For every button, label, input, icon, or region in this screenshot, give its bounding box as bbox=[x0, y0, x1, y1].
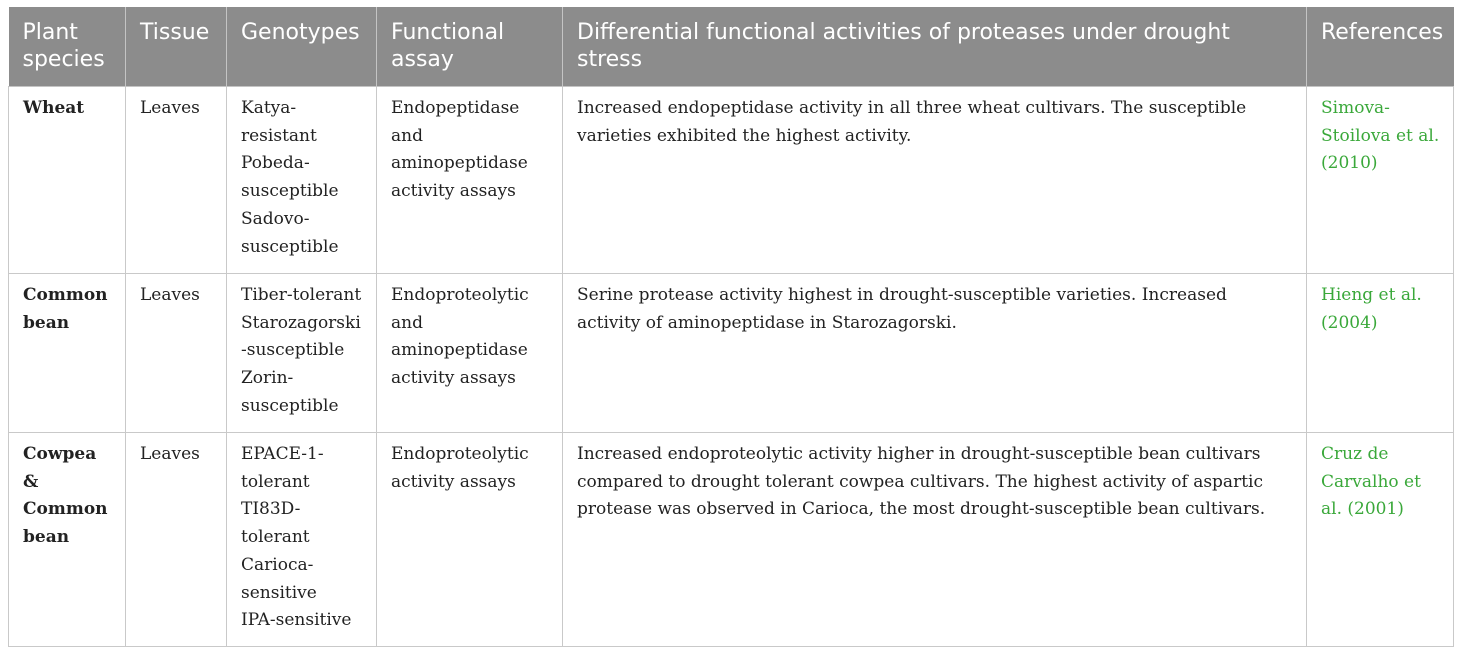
species-cell: Common bean bbox=[9, 274, 126, 433]
header-tissue: Tissue bbox=[126, 7, 227, 87]
activity-cell: Serine protease activity highest in drought-susceptible varieties. Increased activity of aminopeptidase in Starozagorski. bbox=[563, 274, 1307, 433]
genotypes-cell bbox=[227, 87, 377, 274]
activity-cell: Increased endopeptidase activity in all three wheat cultivars. The susceptible varieties exhibited the highest activity. bbox=[563, 87, 1307, 274]
genotypes-cell bbox=[227, 433, 377, 647]
genotype-item: Katya-resistant bbox=[241, 98, 317, 146]
genotype-item: Tiber-tolerant bbox=[241, 285, 362, 305]
header-plant-species: Plant species bbox=[9, 7, 126, 87]
genotype-item: Starozagorski-susceptible bbox=[241, 312, 361, 361]
genotype-item: EPACE-1-tolerant bbox=[241, 444, 324, 492]
table-row bbox=[9, 274, 1454, 433]
reference-link[interactable]: Cruz de Carvalho et al. (2001) bbox=[1307, 433, 1454, 647]
tissue-cell: Leaves bbox=[126, 87, 227, 274]
species-cell: Cowpea & Common bean bbox=[9, 433, 126, 647]
header-differential-activities: Differential functional activities of proteases under drought stress bbox=[563, 7, 1307, 87]
tissue-cell: Leaves bbox=[126, 274, 227, 433]
genotype-item: Carioca-sensitive bbox=[241, 554, 317, 603]
protease-drought-table bbox=[8, 7, 1454, 647]
genotypes-cell bbox=[227, 274, 377, 433]
reference-link[interactable]: Simova-Stoilova et al. (2010) bbox=[1307, 87, 1454, 274]
assay-cell: Endoproteolytic and aminopeptidase activity assays bbox=[377, 274, 563, 433]
activity-cell: Increased endoproteolytic activity higher in drought-susceptible bean cultivars compared to drought tolerant cowpea cultivars. The highest activity of aspartic protease was observed in Carioca, the most drought-susceptible bean cultivars. bbox=[563, 433, 1307, 647]
header-references: References bbox=[1307, 7, 1454, 87]
genotype-item: TI83D-tolerant bbox=[241, 499, 310, 548]
assay-cell: Endoproteolytic activity assays bbox=[377, 433, 563, 647]
species-cell: Wheat bbox=[9, 87, 126, 274]
header-functional-assay: Functional assay bbox=[377, 7, 563, 87]
header-genotypes: Genotypes bbox=[227, 7, 377, 87]
genotype-item: Pobeda-susceptible bbox=[241, 153, 339, 202]
table-row bbox=[9, 87, 1454, 274]
genotype-item: Zorin-susceptible bbox=[241, 368, 339, 416]
assay-cell: Endopeptidase and aminopeptidase activity assays bbox=[377, 87, 563, 274]
tissue-cell: Leaves bbox=[126, 433, 227, 647]
reference-link[interactable]: Hieng et al. (2004) bbox=[1307, 274, 1454, 433]
genotype-item: IPA-sensitive bbox=[241, 610, 352, 631]
header-row bbox=[9, 7, 1454, 87]
table-row bbox=[9, 433, 1454, 647]
genotype-item: Sadovo-susceptible bbox=[241, 208, 339, 257]
